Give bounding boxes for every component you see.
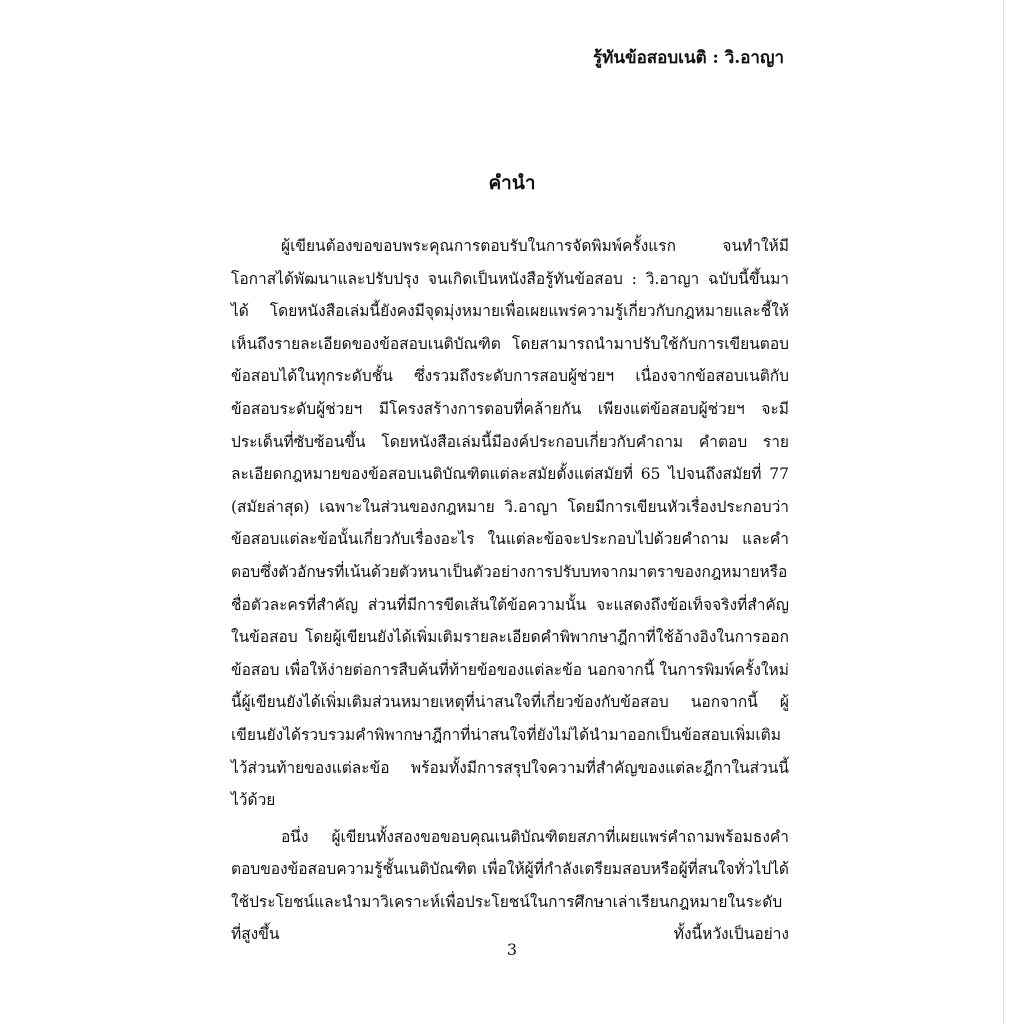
body-paragraph: อนึ่ง ผู้เขียนทั้งสองขอขอบคุณเนติบัณฑิตยสภาที่เผยแพร่คำถามพร้อมธงคำตอบของข้อสอบความรู้ชั้นเนติบัณฑิต เพื่อให้ผู้ที่กำลังเตรียมสอบหรือผู้ที่สนใจทั่วไปได้ใช้ประโยชน์และนำมาวิเคราะห์เพื่อประโยชน์ในการศึกษาเล่าเรียนกฎหมายในระดับที่สูงขึ้น ทั้งนี้หวังเป็นอย่าง: [231, 827, 789, 944]
body-paragraph: ผู้เขียนต้องขอขอบพระคุณการตอบรับในการจัดพิมพ์ครั้งแรก จนทำให้มีโอกาสได้พัฒนาและปรับปรุง จนเกิดเป็นหนังสือรู้ทันข้อสอบ : วิ.อาญา ฉบับนี้ขึ้นมาได้ โดยหนังสือเล่มนี้ยังคงมีจุดมุ่งหมายเพื่อเผยแพร่ความรู้เกี่ยวกับกฎหมายและชี้ให้เห็นถึงรายละเอียดของข้อสอบเนติบัณฑิต โดยสามารถนำมาปรับใช้กับการเขียนตอบข้อสอบได้ในทุกระดับชั้น ซึ่งรวมถึงระดับการสอบผู้ช่วยฯ เนื่องจากข้อสอบเนติกับข้อสอบระดับผู้ช่วยฯ มีโครงสร้างการตอบที่คล้ายกัน เพียงแต่ข้อสอบผู้ช่วยฯ จะมีประเด็นที่ซับซ้อนขึ้น โดยหนังสือเล่มนี้มีองค์ประกอบเกี่ยวกับคำถาม คำตอบ รายละเอียดกฎหมายของข้อสอบเนติบัณฑิตแต่ละสมัยตั้งแต่สมัยที่ 65 ไปจนถึงสมัยที่ 77 (สมัยล่าสุด) เฉพาะในส่วนของกฎหมาย วิ.อาญา โดยมีการเขียนหัวเรื่องประกอบว่าข้อสอบแต่ละข้อนั้นเกี่ยวกับเรื่องอะไร ในแต่ละข้อจะประกอบไปด้วยคำถาม และคำตอบซึ่งตัวอักษรที่เน้นด้วยตัวหนาเป็นตัวอย่างการปรับบทจากมาตราของกฎหมายหรือชื่อตัวละครที่สำคัญ ส่วนที่มีการขีดเส้นใต้ข้อความนั้น จะแสดงถึงข้อเท็จจริงที่สำคัญในข้อสอบ โดยผู้เขียนยังได้เพิ่มเติมรายละเอียดคำพิพากษาฎีกาที่ใช้อ้างอิงในการออกข้อสอบ เพื่อให้ง่ายต่อการสืบค้นที่ท้ายข้อของแต่ละข้อ นอกจากนี้ ในการพิมพ์ครั้งใหม่นี้ผู้เขียนยังได้เพิ่มเติมส่วนหมายเหตุที่น่าสนใจที่เกี่ยวข้องกับข้อสอบ นอกจากนี้ ผู้เขียนยังได้รวบรวมคำพิพากษาฎีกาที่น่าสนใจที่ยังไม่ได้นำมาออกเป็นข้อสอบเพิ่มเติมไว้ส่วนท้ายของแต่ละข้อ พร้อมทั้งมีการสรุปใจความที่สำคัญของแต่ละฎีกาในส่วนนี้ไว้ด้วย: [231, 237, 789, 810]
page-number: 3: [506, 940, 518, 959]
running-header: รู้ทันข้อสอบเนติ : วิ.อาญา: [592, 48, 784, 68]
page-title: คำนำ: [488, 172, 536, 194]
page-edge-divider: [1003, 0, 1004, 1024]
document-body: [231, 230, 789, 951]
